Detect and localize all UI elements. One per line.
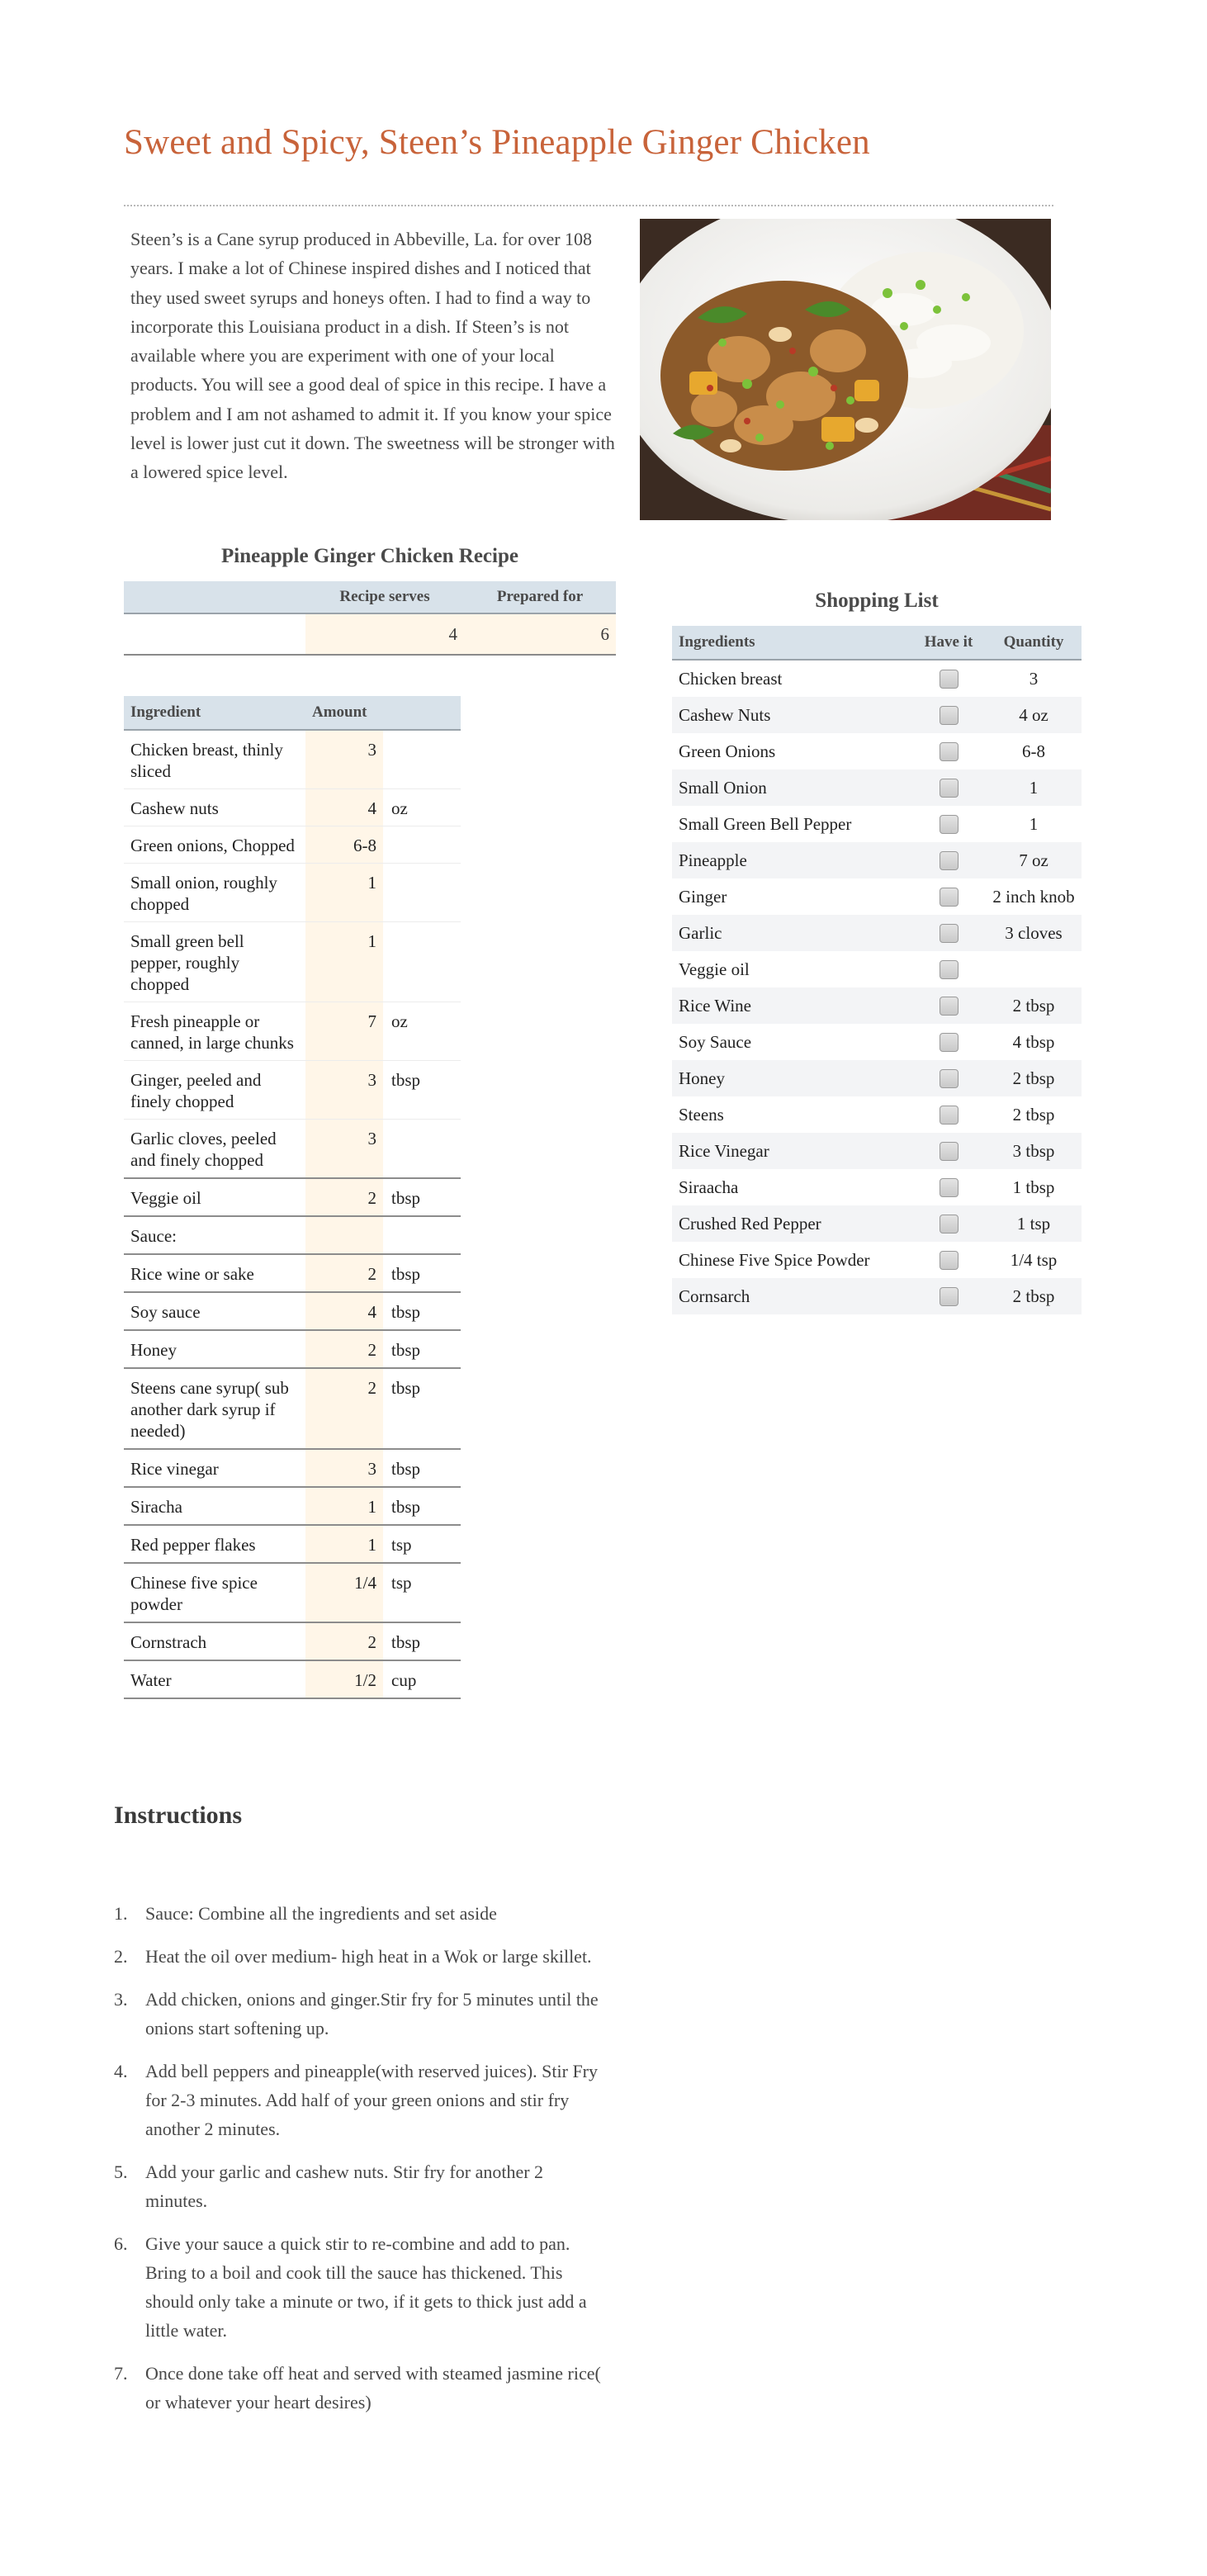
- have-it-cell: [911, 1278, 986, 1314]
- ingredient-name: Chinese five spice powder: [130, 1573, 258, 1614]
- shopping-row: [672, 1060, 1082, 1096]
- ingredient-amount: 1: [305, 1488, 383, 1524]
- have-it-checkbox[interactable]: [940, 1251, 958, 1270]
- shopping-item-quantity: 2 tbsp: [1012, 996, 1055, 1016]
- ingredient-unit: [383, 864, 461, 921]
- ingredient-unit: tsp: [391, 1573, 412, 1593]
- have-it-cell: [911, 951, 986, 987]
- dish-photo: [640, 219, 1051, 520]
- shopping-item-name: Ginger: [679, 887, 727, 907]
- ingredient-amount: 7: [305, 1002, 383, 1060]
- have-it-cell: [911, 1096, 986, 1133]
- ingredient-row: [124, 1179, 461, 1217]
- instruction-step: [114, 1899, 601, 1928]
- ingredient-amount: 1/2: [305, 1661, 383, 1698]
- ingredient-row: [124, 1061, 461, 1120]
- shopping-row: [672, 1278, 1082, 1314]
- shopping-item-name: Honey: [679, 1068, 725, 1088]
- ingredient-amount: 1/4: [305, 1564, 383, 1622]
- ingredient-unit: tbsp: [391, 1497, 421, 1517]
- shopping-row: [672, 842, 1082, 878]
- shopping-item-name: Chinese Five Spice Powder: [679, 1250, 870, 1270]
- amount-column-header: Amount: [312, 703, 367, 721]
- ingredient-unit: oz: [391, 1011, 408, 1031]
- have-it-cell: [911, 915, 986, 951]
- shopping-row: [672, 878, 1082, 915]
- shopping-item-quantity: [986, 951, 1082, 987]
- ingredient-amount: 1: [305, 864, 383, 921]
- have-it-checkbox[interactable]: [940, 1178, 958, 1197]
- ingredients-column-header: Ingredients: [679, 633, 755, 651]
- ingredient-name: Small onion, roughly chopped: [130, 873, 277, 914]
- ingredient-name: Water: [130, 1670, 172, 1690]
- step-number: 5.: [114, 2162, 128, 2182]
- ingredient-unit: cup: [391, 1670, 417, 1690]
- shopping-row: [672, 733, 1082, 769]
- shopping-list-table: [672, 626, 1082, 1314]
- recipe-serves-label: Recipe serves: [339, 588, 430, 605]
- instruction-step: [114, 1942, 601, 1971]
- shopping-item-name: Green Onions: [679, 741, 776, 761]
- ingredient-row: [124, 1450, 461, 1488]
- have-it-checkbox[interactable]: [940, 815, 958, 834]
- ingredient-unit: [383, 1120, 461, 1177]
- shopping-item-quantity: 3: [1029, 669, 1039, 689]
- shopping-row: [672, 1205, 1082, 1242]
- ingredient-table-header: [124, 696, 461, 731]
- have-it-checkbox[interactable]: [940, 1215, 958, 1234]
- shopping-row: [672, 769, 1082, 806]
- ingredient-unit: tbsp: [391, 1302, 421, 1322]
- ingredient-row: [124, 789, 461, 826]
- shopping-item-name: Cashew Nuts: [679, 705, 771, 725]
- ingredient-amount: 3: [305, 1120, 383, 1177]
- title-divider: [124, 205, 1053, 206]
- shopping-item-quantity: 1/4 tsp: [1010, 1250, 1058, 1270]
- have-it-checkbox[interactable]: [940, 997, 958, 1016]
- instruction-step: [114, 2057, 601, 2143]
- have-it-cell: [911, 733, 986, 769]
- ingredient-row: [124, 1369, 461, 1450]
- shopping-row: [672, 661, 1082, 697]
- ingredient-row: [124, 1526, 461, 1564]
- step-text: Once done take off heat and served with steamed jasmine rice( or whatever your heart desires): [145, 2363, 601, 2413]
- ingredient-name: Chicken breast, thinly sliced: [130, 740, 283, 781]
- ingredient-row: [124, 826, 461, 864]
- instruction-step: [114, 1985, 601, 2043]
- shopping-item-name: Garlic: [679, 923, 722, 943]
- shopping-item-name: Rice Vinegar: [679, 1141, 769, 1161]
- step-text: Add your garlic and cashew nuts. Stir fry for another 2 minutes.: [145, 2162, 544, 2211]
- have-it-checkbox[interactable]: [940, 779, 958, 798]
- ingredient-amount: 2: [305, 1255, 383, 1291]
- shopping-item-quantity: 1: [1029, 778, 1039, 798]
- shopping-item-quantity: 3 cloves: [1005, 923, 1063, 943]
- step-number: 4.: [114, 2061, 128, 2081]
- shopping-row: [672, 1096, 1082, 1133]
- have-it-checkbox[interactable]: [940, 1069, 958, 1088]
- have-it-cell: [911, 697, 986, 733]
- shopping-item-name: Pineapple: [679, 850, 747, 870]
- ingredient-unit: tbsp: [391, 1188, 421, 1208]
- shopping-item-quantity: 2 tbsp: [1012, 1068, 1055, 1088]
- have-it-cell: [911, 1024, 986, 1060]
- ingredient-amount: [305, 1217, 383, 1253]
- ingredient-unit: tbsp: [391, 1459, 421, 1479]
- ingredient-table: [124, 696, 461, 1699]
- have-it-checkbox[interactable]: [940, 670, 958, 689]
- shopping-item-name: Rice Wine: [679, 996, 751, 1016]
- ingredient-name: Ginger, peeled and finely chopped: [130, 1070, 262, 1111]
- ingredient-unit: [383, 731, 461, 788]
- ingredient-amount: 4: [305, 1293, 383, 1329]
- ingredient-name: Siracha: [130, 1497, 182, 1517]
- have-it-checkbox[interactable]: [940, 888, 958, 907]
- ingredient-unit: tbsp: [391, 1378, 421, 1398]
- shopping-item-quantity: 7 oz: [1019, 850, 1048, 870]
- instructions-heading: Instructions: [114, 1802, 243, 1829]
- ingredient-unit: [383, 922, 461, 1002]
- ingredient-name: Honey: [130, 1340, 177, 1360]
- step-text: Give your sauce a quick stir to re-combine and add to pan. Bring to a boil and cook till the sauce has thickened. This should only take a minute or two, if it gets to thick just add a little water.: [145, 2233, 587, 2341]
- have-it-cell: [911, 1169, 986, 1205]
- ingredient-amount: 2: [305, 1331, 383, 1367]
- step-text: Sauce: Combine all the ingredients and set aside: [145, 1903, 497, 1924]
- ingredient-row: [124, 1661, 461, 1699]
- step-number: 6.: [114, 2233, 128, 2254]
- have-it-checkbox[interactable]: [940, 1106, 958, 1125]
- shopping-item-quantity: 4 oz: [1019, 705, 1048, 725]
- shopping-item-quantity: 1: [1029, 814, 1039, 834]
- ingredient-row: [124, 731, 461, 789]
- ingredient-unit: [383, 826, 461, 863]
- ingredient-row: [124, 1293, 461, 1331]
- shopping-item-quantity: 1 tsp: [1016, 1214, 1051, 1234]
- ingredient-amount: 1: [305, 1526, 383, 1562]
- serving-table-header: [124, 581, 616, 614]
- shopping-item-quantity: 3 tbsp: [1012, 1141, 1055, 1161]
- ingredient-amount: 2: [305, 1369, 383, 1448]
- have-it-column-header: Have it: [924, 633, 973, 651]
- ingredient-row: [124, 1623, 461, 1661]
- ingredient-name: Rice vinegar: [130, 1459, 219, 1479]
- shopping-item-name: Steens: [679, 1105, 724, 1125]
- instructions-list: [114, 1899, 601, 2431]
- ingredient-amount: 1: [305, 922, 383, 1002]
- quantity-column-header: Quantity: [1003, 633, 1064, 651]
- ingredient-amount: 3: [305, 1061, 383, 1119]
- ingredient-name: Garlic cloves, peeled and finely chopped: [130, 1129, 277, 1170]
- shopping-row: [672, 1024, 1082, 1060]
- ingredient-name: Green onions, Chopped: [130, 836, 295, 855]
- recipe-heading: Pineapple Ginger Chicken Recipe: [221, 545, 518, 567]
- step-number: 1.: [114, 1903, 128, 1924]
- ingredient-unit: tbsp: [391, 1264, 421, 1284]
- shopping-item-name: Soy Sauce: [679, 1032, 752, 1052]
- shopping-row: [672, 1133, 1082, 1169]
- ingredient-amount: 2: [305, 1179, 383, 1215]
- ingredient-name: Cornstrach: [130, 1632, 207, 1652]
- step-text: Add bell peppers and pineapple(with reserved juices). Stir Fry for 2-3 minutes. Add half of your green onions and stir fry another 2 minutes.: [145, 2061, 599, 2139]
- have-it-cell: [911, 806, 986, 842]
- prepared-for-input[interactable]: 6: [464, 614, 616, 654]
- shopping-item-quantity: 6-8: [1022, 741, 1045, 761]
- have-it-checkbox[interactable]: [940, 742, 958, 761]
- have-it-cell: [911, 878, 986, 915]
- have-it-cell: [911, 1133, 986, 1169]
- instruction-step: [114, 2359, 601, 2417]
- ingredient-unit: oz: [391, 798, 408, 818]
- ingredient-row: [124, 1255, 461, 1293]
- shopping-row: [672, 915, 1082, 951]
- shopping-item-name: Crushed Red Pepper: [679, 1214, 821, 1234]
- shopping-item-name: Cornsarch: [679, 1286, 750, 1306]
- ingredient-unit: tbsp: [391, 1340, 421, 1360]
- have-it-checkbox[interactable]: [940, 1142, 958, 1161]
- instruction-step: [114, 2229, 601, 2345]
- step-number: 2.: [114, 1946, 128, 1967]
- ingredient-name: Red pepper flakes: [130, 1535, 256, 1555]
- have-it-checkbox[interactable]: [940, 1287, 958, 1306]
- shopping-table-body: [672, 661, 1082, 1314]
- shopping-item-quantity: 2 tbsp: [1012, 1105, 1055, 1125]
- shopping-item-name: Veggie oil: [679, 959, 750, 979]
- have-it-cell: [911, 769, 986, 806]
- ingredient-unit: tbsp: [391, 1070, 421, 1090]
- shopping-item-name: Small Green Bell Pepper: [679, 814, 852, 834]
- prepared-for-label: Prepared for: [496, 588, 584, 605]
- ingredient-row: [124, 1217, 461, 1255]
- have-it-cell: [911, 1060, 986, 1096]
- shopping-item-name: Small Onion: [679, 778, 767, 798]
- shopping-item-quantity: 2 tbsp: [1012, 1286, 1055, 1306]
- have-it-cell: [911, 661, 986, 697]
- ingredient-name: Small green bell pepper, roughly chopped: [130, 931, 244, 994]
- have-it-checkbox[interactable]: [940, 851, 958, 870]
- shopping-item-name: Chicken breast: [679, 669, 783, 689]
- page-title: Sweet and Spicy, Steen’s Pineapple Ginger Chicken: [124, 123, 870, 162]
- step-number: 7.: [114, 2363, 128, 2384]
- serving-row-blank: [124, 614, 305, 654]
- serving-table-row: [124, 614, 616, 656]
- intro-paragraph: Steen’s is a Cane syrup produced in Abbeville, La. for over 108 years. I make a lot of Chinese inspired dishes and I noticed that they used sweet syrups and honeys often. I had to find a way to incorporate this Louisiana product in a dish. If Steen’s is not available where you are experiment with one of your local products. You will see a good deal of spice in this recipe. I have a problem and I am not ashamed to admit it. If you know your spice level is lower just cut it down. The sweetness will be stronger with a lowered spice level.: [130, 229, 615, 483]
- ingredient-name: Veggie oil: [130, 1188, 201, 1208]
- ingredient-amount: 2: [305, 1623, 383, 1660]
- shopping-row: [672, 697, 1082, 733]
- ingredient-row: [124, 1564, 461, 1623]
- ingredient-name: Fresh pineapple or canned, in large chunks: [130, 1011, 294, 1053]
- have-it-cell: [911, 1205, 986, 1242]
- step-number: 3.: [114, 1989, 128, 2010]
- ingredient-name: Sauce:: [130, 1226, 177, 1246]
- have-it-cell: [911, 842, 986, 878]
- shopping-row: [672, 951, 1082, 987]
- shopping-list-heading: Shopping List: [815, 590, 939, 612]
- ingredient-unit: tsp: [391, 1535, 412, 1555]
- ingredient-unit: [383, 1217, 461, 1253]
- ingredient-name: Steens cane syrup( sub another dark syrup if needed): [130, 1378, 289, 1441]
- ingredient-amount: 3: [305, 1450, 383, 1486]
- shopping-row: [672, 1242, 1082, 1278]
- ingredient-amount: 6-8: [305, 826, 383, 863]
- recipe-serves-value: 4: [305, 614, 464, 654]
- serving-header-blank: [124, 581, 305, 613]
- have-it-checkbox[interactable]: [940, 960, 958, 979]
- step-text: Heat the oil over medium- high heat in a Wok or large skillet.: [145, 1946, 592, 1967]
- shopping-row: [672, 806, 1082, 842]
- shopping-item-quantity: 2 inch knob: [992, 887, 1075, 907]
- ingredient-row: [124, 1120, 461, 1179]
- step-text: Add chicken, onions and ginger.Stir fry for 5 minutes until the onions start softening up.: [145, 1989, 599, 2039]
- ingredient-row: [124, 1331, 461, 1369]
- shopping-row: [672, 987, 1082, 1024]
- ingredient-amount: 3: [305, 731, 383, 788]
- ingredient-table-body: [124, 731, 461, 1699]
- ingredient-row: [124, 1002, 461, 1061]
- ingredient-row: [124, 922, 461, 1002]
- ingredient-amount: 4: [305, 789, 383, 826]
- ingredient-row: [124, 1488, 461, 1526]
- have-it-cell: [911, 987, 986, 1024]
- ingredient-name: Cashew nuts: [130, 798, 219, 818]
- ingredient-row: [124, 864, 461, 922]
- have-it-checkbox[interactable]: [940, 706, 958, 725]
- have-it-checkbox[interactable]: [940, 1033, 958, 1052]
- ingredient-unit: tbsp: [391, 1632, 421, 1652]
- instruction-step: [114, 2157, 601, 2215]
- serving-table: [124, 581, 616, 656]
- ingredient-name: Soy sauce: [130, 1302, 201, 1322]
- shopping-item-quantity: 4 tbsp: [1012, 1032, 1055, 1052]
- ingredient-name: Rice wine or sake: [130, 1264, 254, 1284]
- shopping-item-name: Siraacha: [679, 1177, 739, 1197]
- shopping-table-header: [672, 626, 1082, 661]
- shopping-item-quantity: 1 tbsp: [1012, 1177, 1055, 1197]
- have-it-cell: [911, 1242, 986, 1278]
- shopping-row: [672, 1169, 1082, 1205]
- have-it-checkbox[interactable]: [940, 924, 958, 943]
- ingredient-column-header: Ingredient: [130, 703, 201, 721]
